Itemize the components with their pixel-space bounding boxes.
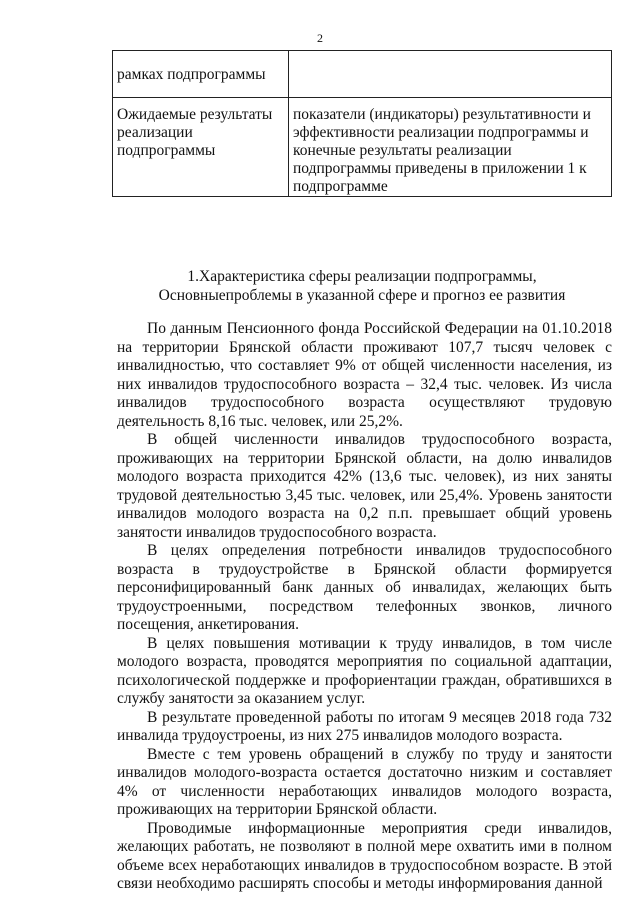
passport-table: [112, 50, 612, 197]
table-cell-value: [289, 51, 612, 98]
table-cell-label: Ожидаемые результаты реализации подпрограммы: [113, 98, 289, 197]
section-heading-line: 1.Характеристика сферы реализации подпрограммы,: [187, 268, 537, 285]
paragraph: В целях определения потребности инвалидов трудоспособного возраста в трудоустройстве в Брянской области формируется персонифицированный банк данных об инвалидах, желающих быть трудоустроенными, посредством телефонных звонков, личного посещения, анкетирования.: [117, 542, 612, 633]
paragraph: Проводимые информационные мероприятия среди инвалидов, желающих работать, не позволяют в полной мере охватить ими в полном объеме всех неработающих инвалидов в трудоспособном возрасте. В этой связи необходимо расширять способы и методы информирования данной: [117, 819, 612, 892]
section-heading: [112, 267, 612, 305]
table-cell-label: рамках подпрограммы: [113, 51, 289, 98]
table-cell-value: показатели (индикаторы) результативности и эффективности реализации подпрограммы и конечные результаты реализации подпрограммы приведены в приложении 1 к подпрограмме: [289, 98, 612, 197]
section-heading-line: Основныепроблемы в указанной сфере и прогноз ее развития: [158, 287, 566, 304]
paragraph: В общей численности инвалидов трудоспособного возраста, проживающих на территории Брянской области, на долю инвалидов молодого возраста приходится 42% (13,6 тыс. человек), из них заняты трудовой деятельностью 3,45 тыс. человек, или 25,4%. Уровень занятости инвалидов молодого возраста на 0,2 п.п. превышает общий уровень занятости инвалидов трудоспособного возраста.: [117, 431, 612, 541]
paragraph: Вместе с тем уровень обращений в службу по труду и занятости инвалидов молодого-возраста остается достаточно низким и составляет 4% от численности неработающих инвалидов молодого возраста, проживающих на территории Брянской области.: [117, 745, 612, 818]
paragraph: В результате проведенной работы по итогам 9 месяцев 2018 года 732 инвалида трудоустроены, из них 275 инвалидов молодого возраста.: [117, 708, 612, 744]
page-number: 2: [317, 31, 323, 45]
table-row: [113, 98, 612, 197]
table-row: [113, 51, 612, 98]
paragraph: По данным Пенсионного фонда Российской Федерации на 01.10.2018 на территории Брянской области проживают 107,7 тысяч человек с инвалидностью, что составляет 9% от общей численности населения, из них инвалидов трудоспособного возраста – 32,4 тыс. человек. Из числа инвалидов трудоспособного возраста осуществляют трудовую деятельность 8,16 тыс. человек, или 25,2%.: [117, 320, 612, 430]
section-body: [117, 320, 612, 894]
paragraph: В целях повышения мотивации к труду инвалидов, в том числе молодого возраста, проводятся мероприятия по социальной адаптации, психологической поддержке и профориентации граждан, обратившихся в службу занятости за оказанием услуг.: [117, 634, 612, 707]
